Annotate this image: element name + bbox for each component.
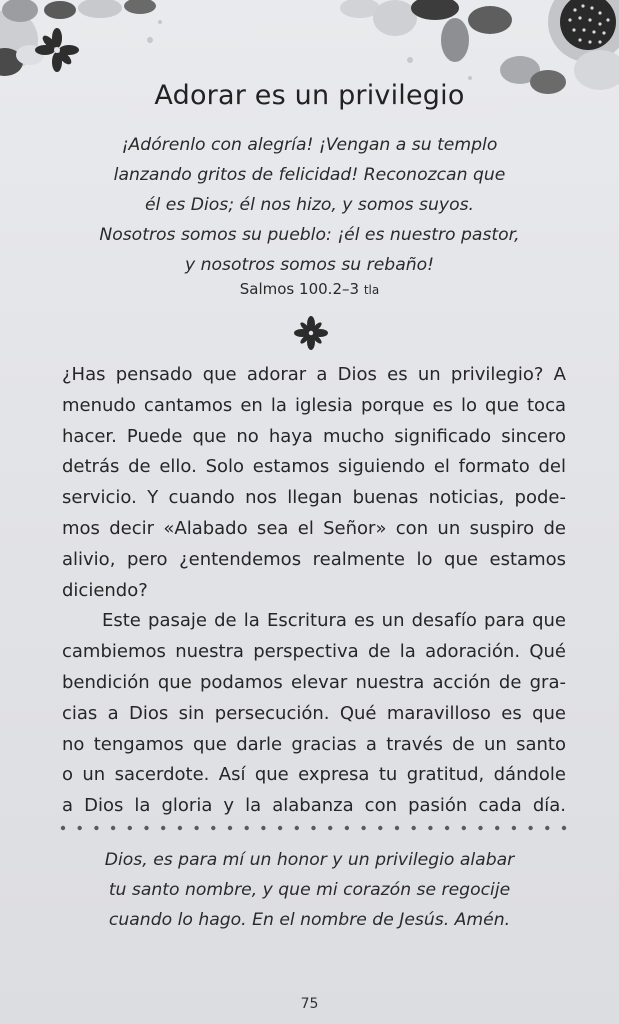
body-line: Este pasaje de la Escritura es un desafío para que: [102, 610, 566, 632]
divider-dot: [228, 826, 232, 830]
divider-dot: [428, 826, 432, 830]
reference-version: tla: [363, 283, 380, 297]
body-line: ¿Has pensado que adorar a Dios es un privilegio? A: [62, 364, 566, 385]
closing-prayer: [40, 845, 579, 935]
divider-dot: [161, 826, 165, 830]
prayer-line: Dios, es para mí un honor y un privilegio alabar: [104, 850, 515, 870]
divider-dot: [562, 826, 566, 830]
divider-dot: [328, 826, 332, 830]
divider-dot: [412, 826, 416, 830]
divider-dot: [78, 826, 82, 830]
divider-dot: [211, 826, 215, 830]
body-line: a Dios la gloria y la alabanza con pasión cada día.: [62, 795, 566, 817]
divider-dot: [545, 826, 549, 830]
divider-dot: [528, 826, 532, 830]
body-line: servicio. Y cuando nos llegan buenas noticias, pode-: [62, 487, 566, 509]
scripture-reference: [0, 280, 619, 298]
divider-dot: [361, 826, 365, 830]
divider-dot: [194, 826, 198, 830]
divider-dot: [345, 826, 349, 830]
body-line: mos decir «Alabado sea el Señor» con un suspiro de: [62, 517, 566, 539]
divider-dot: [245, 826, 249, 830]
scripture-verse: [40, 130, 579, 280]
divider-dot: [478, 826, 482, 830]
body-line: bendición que podamos elevar nuestra acción de gra-: [62, 671, 566, 693]
divider-dot: [378, 826, 382, 830]
divider-dot: [178, 826, 182, 830]
body-line: cambiemos nuestra perspectiva de la adoración. Qué: [62, 641, 566, 663]
body-line: hacer. Puede que no haya mucho significado sincero: [62, 425, 566, 447]
body-line: menudo cantamos en la iglesia porque es lo que toca: [62, 394, 566, 416]
page-number: 75: [300, 996, 319, 1012]
divider-dot: [462, 826, 466, 830]
verse-line: lanzando gritos de felicidad! Reconozcan que: [113, 165, 506, 185]
body-line: detrás de ello. Solo estamos siguiendo el formato del: [62, 456, 566, 478]
divider-dot: [295, 826, 299, 830]
body-line: cias a Dios sin persecución. Qué maravilloso es que: [62, 702, 566, 724]
divider-dot: [94, 826, 98, 830]
divider-dot: [144, 826, 148, 830]
divider-dot: [311, 826, 315, 830]
devotional-body: [62, 360, 566, 822]
divider-dot: [512, 826, 516, 830]
prayer-line: tu santo nombre, y que mi corazón se regocije: [108, 880, 511, 900]
reference-book: Salmos: [239, 280, 295, 298]
verse-line: él es Dios; él nos hizo, y somos suyos.: [144, 195, 475, 215]
body-line: o un sacerdote. Así que expresa tu gratitud, dándole: [62, 764, 566, 786]
divider-dot: [261, 826, 265, 830]
reference-chapter-verse: 100.2–3: [299, 280, 360, 298]
divider-dot: [395, 826, 399, 830]
divider-dot: [61, 826, 65, 830]
prayer-line: cuando lo hago. En el nombre de Jesús. Amén.: [108, 910, 511, 930]
dotted-divider: [60, 822, 570, 834]
body-line: diciendo?: [62, 579, 148, 601]
divider-dot: [495, 826, 499, 830]
page-title: Adorar es un privilegio: [154, 80, 465, 111]
verse-line: ¡Adórenlo con alegría! ¡Vengan a su templo: [121, 135, 498, 155]
body-line: alivio, pero ¿entendemos realmente lo que estamos: [62, 548, 566, 570]
divider-dot: [278, 826, 282, 830]
divider-dot: [111, 826, 115, 830]
body-line: no tengamos que darle gracias a través de un santo: [62, 733, 566, 755]
left-flower-cluster: [0, 0, 162, 76]
flower-ornament-icon: [293, 315, 329, 351]
verse-line: Nosotros somos su pueblo: ¡él es nuestro pastor,: [99, 225, 520, 245]
divider-dot: [128, 826, 132, 830]
divider-dot: [445, 826, 449, 830]
verse-line: y nosotros somos su rebaño!: [184, 255, 435, 275]
